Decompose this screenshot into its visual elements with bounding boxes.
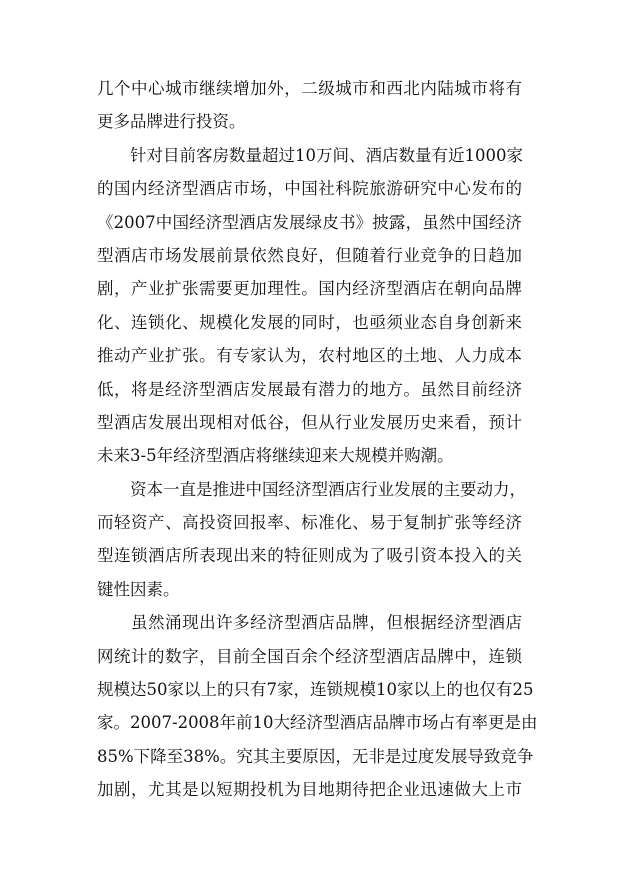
text-line: 《2007中国经济型酒店发展绿皮书》披露，虽然中国经济 [97,212,522,232]
text-line: 剧，产业扩张需要更加理性。国内经济型酒店在朝向品牌 [97,279,522,299]
text-line: 而轻资产、高投资回报率、标准化、易于复制扩张等经济 [97,513,522,533]
text-line: 家。2007-2008年前10大经济型酒店品牌市场占有率更是由 [97,713,538,733]
text-line: 资本一直是推进中国经济型酒店行业发展的主要动力， [97,479,526,499]
text-line: 85%下降至38%。究其主要原因，无非是过度发展导致竞争 [97,746,534,766]
text-line: 低，将是经济型酒店发展最有潜力的地方。虽然目前经济 [97,379,522,399]
text-line: 针对目前客房数量超过10万间、酒店数量有近1000家 [97,145,523,165]
text-line: 加剧，尤其是以短期投机为目地期待把企业迅速做大上市 [97,780,522,800]
document-page [97,72,538,807]
text-line: 几个中心城市继续增加外，二级城市和西北内陆城市将有 [97,79,522,98]
paragraph-1 [97,72,522,139]
text-line: 型酒店发展出现相对低谷，但从行业发展历史来看，预计 [97,412,522,432]
text-line: 键性因素。 [97,579,180,599]
text-line: 网统计的数字，目前全国百余个经济型酒店品牌中，连锁 [97,646,522,666]
paragraph-4 [97,606,538,806]
text-line: 规模达50家以上的只有7家，连锁规模10家以上的也仅有25 [97,680,534,700]
text-line: 型连锁酒店所表现出来的特征则成为了吸引资本投入的关 [97,546,522,566]
paragraph-3 [97,473,526,607]
text-line: 更多品牌进行投资。 [97,112,246,132]
text-line: 虽然涌现出许多经济型酒店品牌，但根据经济型酒店 [97,613,522,633]
text-line: 的国内经济型酒店市场，中国社科院旅游研究中心发布的 [97,179,522,199]
paragraph-2 [97,139,522,473]
text-line: 未来3-5年经济型酒店将继续迎来大规模并购潮。 [97,446,454,466]
text-line: 推动产业扩张。有专家认为，农村地区的土地、人力成本 [97,346,522,366]
text-line: 型酒店市场发展前景依然良好，但随着行业竞争的日趋加 [97,245,522,265]
text-line: 化、连锁化、规模化发展的同时，也亟须业态自身创新来 [97,312,522,332]
